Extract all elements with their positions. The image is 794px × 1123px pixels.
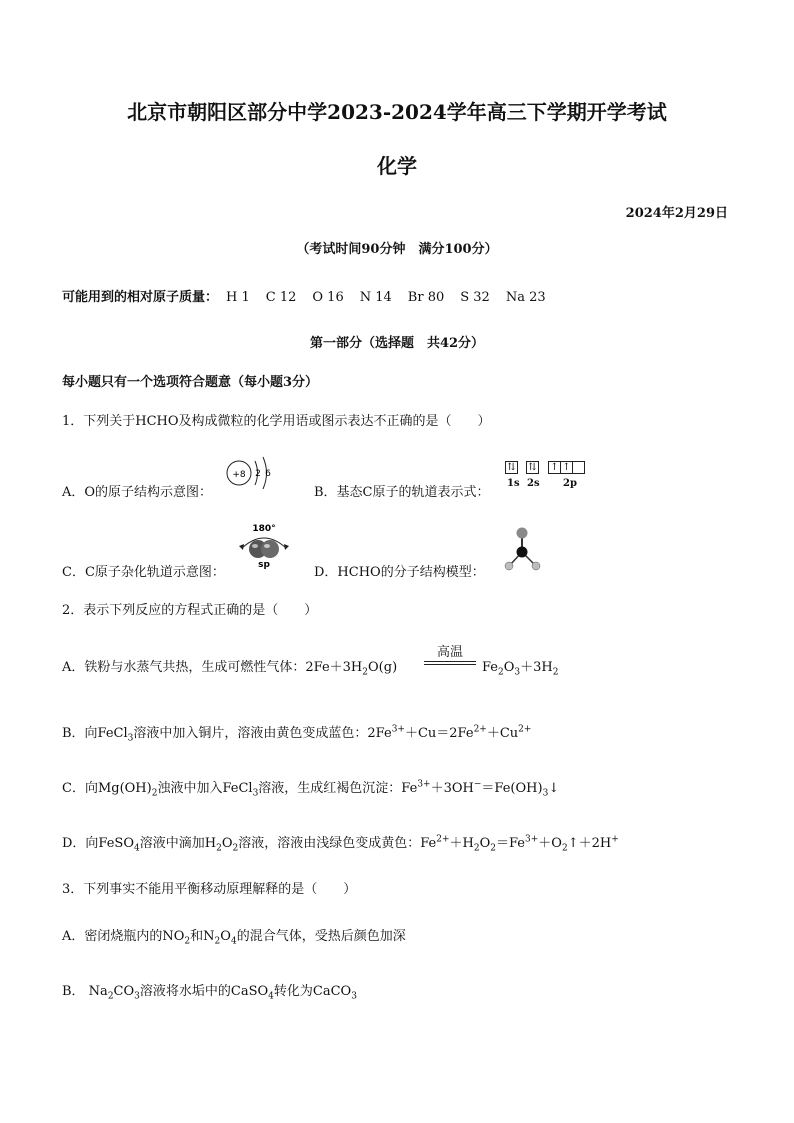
condition-label: 高温	[436, 645, 463, 660]
orbital-box-2p-1: ↑	[548, 461, 561, 474]
orbital-label-2s: 2s	[527, 478, 540, 489]
nucleus-charge: +8	[232, 470, 246, 480]
orbital-box-1s: ⇅	[505, 461, 518, 474]
part-one-instruction: 每小题只有一个选项符合题意（每小题3分）	[62, 375, 319, 390]
question-2-option-a-products: $Fe_2O_3+3H_2$	[482, 660, 559, 678]
atomic-masses-line	[62, 286, 546, 305]
exam-time-info: （考试时间90分钟 满分100分）	[296, 242, 498, 257]
atomic-mass: S 32	[460, 290, 490, 305]
exam-title: 北京市朝阳区部分中学2023-2024学年高三下学期开学考试	[127, 100, 667, 124]
atomic-mass: Na 23	[505, 290, 546, 305]
orbital-label-1s: 1s	[507, 478, 520, 489]
atomic-masses-label: 可能用到的相对原子质量：	[62, 290, 219, 305]
question-2-option-b: B．向FeCl$_3$溶液中加入铜片，溶液由黄色变成蓝色：$2Fe^{3+}+Cu=2Fe^{2+}+Cu^{2+}$	[62, 724, 532, 744]
exam-date: 2024年2月29日	[625, 206, 728, 221]
atomic-mass: O 16	[312, 290, 344, 305]
bond-angle-label: 180°	[252, 524, 276, 534]
subject-title: 化学	[377, 154, 417, 178]
question-2-stem: 2．表示下列反应的方程式正确的是（ ）	[62, 603, 318, 618]
question-3-stem: 3．下列事实不能用平衡移动原理解释的是（ ）	[62, 882, 357, 897]
atomic-mass: Br 80	[407, 290, 445, 305]
carbon-orbital-diagram	[505, 461, 595, 493]
oxygen-atom-structure-diagram	[222, 455, 278, 499]
question-2-option-c: C．向$Mg(OH)_2$浊液中加入FeCl$_3$溶液，生成红褐色沉淀：$Fe^{3+}+3OH^-=Fe(OH)_3↓$	[62, 779, 560, 799]
orbital-box-2p-2: ↑	[560, 461, 573, 474]
atomic-mass: C 12	[265, 290, 297, 305]
question-2-option-d: D．向FeSO$_4$溶液中滴加$H_2O_2$溶液，溶液由浅绿色变成黄色：$Fe^{2+}+H_2O_2=Fe^{3+}+O_2↑+2H^+$	[62, 834, 619, 854]
question-1-option-d: D．HCHO的分子结构模型：	[314, 565, 485, 580]
shell-2-count: 6	[265, 469, 271, 479]
hcho-molecular-model	[502, 524, 542, 572]
question-1-option-c: C．C原子杂化轨道示意图：	[62, 565, 225, 580]
question-1-option-b: B．基态C原子的轨道表示式：	[314, 485, 490, 500]
sp-hybrid-orbital-diagram	[234, 522, 294, 570]
atomic-mass: H 1	[226, 290, 250, 305]
question-1-option-a: A．O的原子结构示意图：	[62, 485, 213, 500]
orbital-box-2p-3	[572, 461, 585, 474]
shell-1-count: 2	[255, 469, 261, 479]
orbital-box-2s: ⇅	[526, 461, 539, 474]
atomic-mass: N 14	[359, 290, 392, 305]
question-2-option-a: A．铁粉与水蒸气共热，生成可燃性气体：$2Fe+3H_2O(g)$	[62, 660, 398, 678]
reaction-condition	[424, 641, 476, 665]
question-1-stem: 1．下列关于HCHO及构成微粒的化学用语或图示表达不正确的是（ ）	[62, 414, 491, 429]
part-one-heading: 第一部分（选择题 共42分）	[309, 336, 485, 351]
question-3-option-a: A．密闭烧瓶内的$NO_2$和$N_2O_4$的混合气体，受热后颜色加深	[62, 929, 406, 947]
orbital-label-2p: 2p	[563, 478, 577, 489]
hybrid-label: sp	[258, 560, 270, 570]
question-3-option-b: B． $Na_2CO_3$溶液将水垢中的CaSO$_4$转化为CaCO$_3$	[62, 984, 357, 1002]
